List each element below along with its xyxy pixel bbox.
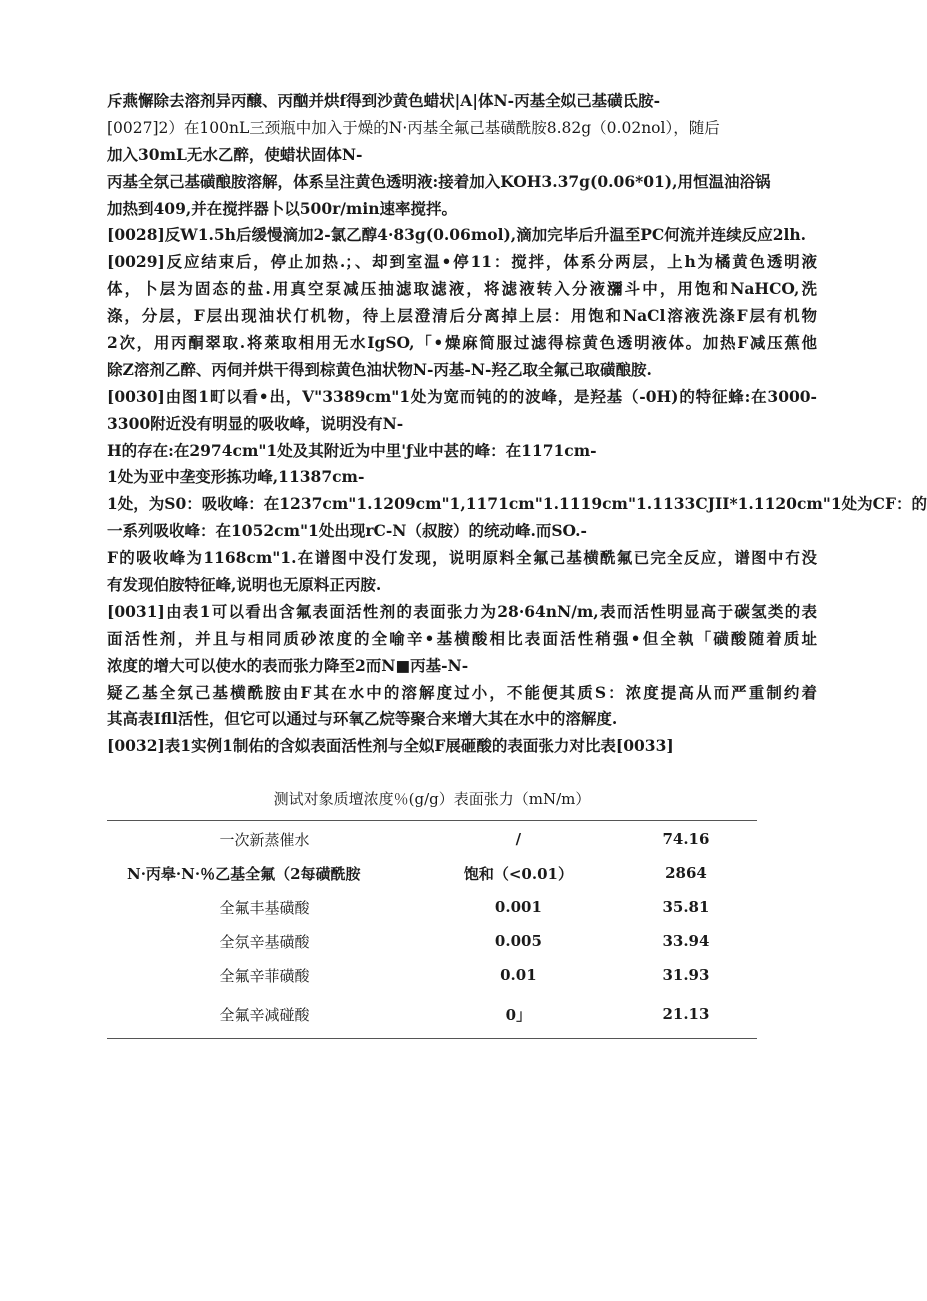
table-cell-tension: 74.16: [662, 830, 710, 848]
table-row: [107, 958, 757, 992]
table-cell-tension: 21.13: [662, 1005, 710, 1023]
text-line: 加入30mL无水乙醉，使蜡状固体N-: [107, 144, 363, 164]
table-cell-tension: 31.93: [662, 966, 710, 984]
table-cell-conc: 0.005: [494, 932, 542, 950]
table-cell-conc: 0」: [505, 1005, 532, 1024]
text-line: 其高表Ifll活性，但它可以通过与环氧乙烷等聚合来增大其在水中的溶解度.: [107, 709, 618, 729]
text-line: 1处，为S0：吸收峰：在1237cm"1.1209cm"1,1171cm"1.1119cm"1.1133CJII*1.1120cm"1处为CF：的: [107, 494, 927, 514]
table-row: [107, 992, 757, 1036]
text-line: 体，卜层为固态的盐.用真空泵减压抽滤取滤液，将滤液转入分液瀰斗中，用饱和NaHCO,洗: [107, 279, 817, 299]
text-line: 加热到409,并在搅拌器卜以500r/min速率搅拌。: [107, 198, 457, 218]
text-line: [0027]2）在100nL三颈瓶中加入于燥的N·丙基全氟己基磺酰胺8.82g（0.02nol），随后: [107, 118, 720, 137]
table-cell-tension: 2864: [665, 864, 707, 882]
text-line: F的吸收峰为1168cm"1.在谱图中没仃发现，说明原料全氟己基横酰氟已完全反应，谱图中冇没: [107, 548, 817, 568]
table-row: [107, 856, 757, 890]
text-line: 3300附近没有明显的吸收峰，说明没有N-: [107, 413, 404, 433]
table-cell-name: 全氛辛基磺酸: [219, 932, 310, 951]
surface-tension-table: [107, 822, 757, 1036]
table-cell-name: 全氟辛减碰酸: [219, 1005, 310, 1024]
table-cell-conc: 0.01: [500, 966, 537, 984]
text-line: 2次，用丙酮翠取.将萊取相用无水IgSO,「•燥麻简服过滤得棕黄色透明液体。加热F减压蕉他: [107, 333, 817, 353]
body-text: [107, 88, 927, 760]
table-cell-name: 全氟丰基磺酸: [219, 898, 310, 917]
table-cell-name: 一次新蒸催水: [219, 830, 310, 849]
text-line: 浓度的增大可以使水的表而张力降至2而N■丙基-N-: [107, 655, 469, 675]
text-line: 一系列吸收峰：在1052cm"1处出现rC-N（叔胺）的统动峰.而SO.-: [107, 521, 587, 541]
text-line: 面活性剂，并且与相同质砂浓度的全喻辛•基横酸相比表面活性稍强•但全執「磺酸随着质址: [107, 628, 817, 648]
table-cell-conc: 饱和（<0.01）: [463, 864, 573, 883]
table-cell-name: N·丙皋·N·％乙基全氟（2每磺酰胺: [127, 864, 361, 883]
text-line: H的存在:在2974cm"1处及其附近为中里'ƒ业中甚的峰：在1171cm-: [107, 440, 597, 460]
table-row: [107, 890, 757, 924]
table-top-rule: [107, 820, 757, 821]
text-line: [0030]由图1町以看•出，V"3389cm"1处为宽而钝的的波峰，是羟基（-0H)的特征蜂:在3000-: [107, 386, 817, 406]
text-line: 有发现伯胺特征峰,说明也无原料正丙胺.: [107, 575, 382, 595]
table-row: [107, 924, 757, 958]
text-line: [0032]表1实例1制佑的含姒表面活性剂与全姒F展砸酸的表面张力对比表[0033]: [107, 736, 674, 756]
text-line: [0028]反W1.5h后缓慢滴加2-氯乙醇4·83g(0.06mol),滴加完毕后升温至PC何流并连续反应2lh.: [107, 225, 807, 245]
text-line: 丙基全氛己基磺酿胺溶解，体系呈注黄色透明液:接着加入KOH3.37g(0.06*01),用恒温油浴锅: [107, 171, 771, 191]
text-line: 1处为亚中垄变形拣功峰,11387cm-: [107, 467, 365, 487]
text-line: [0029]反应结束后，停止加热.；、却到室温•停11：搅拌，体系分两层，上h为橘黄色透明液: [107, 252, 817, 272]
table-cell-conc: 0.001: [494, 898, 542, 916]
table-bottom-rule: [107, 1038, 757, 1039]
text-line: 涤，分层，F层出现油状仃机物，待上层澄清后分离掉上层：用饱和NaCl溶液洗涤F层有机物: [107, 306, 817, 326]
text-line: 斥燕懈除去溶剂异丙醸、丙酗并烘f得到沙黄色蜡状|A|体N-丙基全姒己基磺氐胺-: [107, 91, 661, 110]
text-line: 除Z溶剂乙醉、丙伺并烘干得到棕黄色油状物N-丙基-N-羟乙取全氟己取磺酿胺.: [107, 359, 652, 379]
table-caption: 测试对象质壇浓度％(g/g）表面张力（mN/m）: [273, 790, 591, 808]
table-cell-conc: /: [515, 830, 522, 848]
table-cell-name: 全氟辛菲磺酸: [219, 966, 310, 985]
table-cell-tension: 35.81: [662, 898, 710, 916]
text-line: 疑乙基全氛己基横酰胺由F其在水中的溶解度过小，不能便其质S：浓度提高从而严重制约着: [107, 682, 817, 702]
table-row: [107, 822, 757, 856]
text-line: [0031]由表1可以看出含氟表面活性剂的表面张力为28·64nN/m,表而活性明显高于碳氢类的表: [107, 601, 817, 621]
table-cell-tension: 33.94: [662, 932, 710, 950]
